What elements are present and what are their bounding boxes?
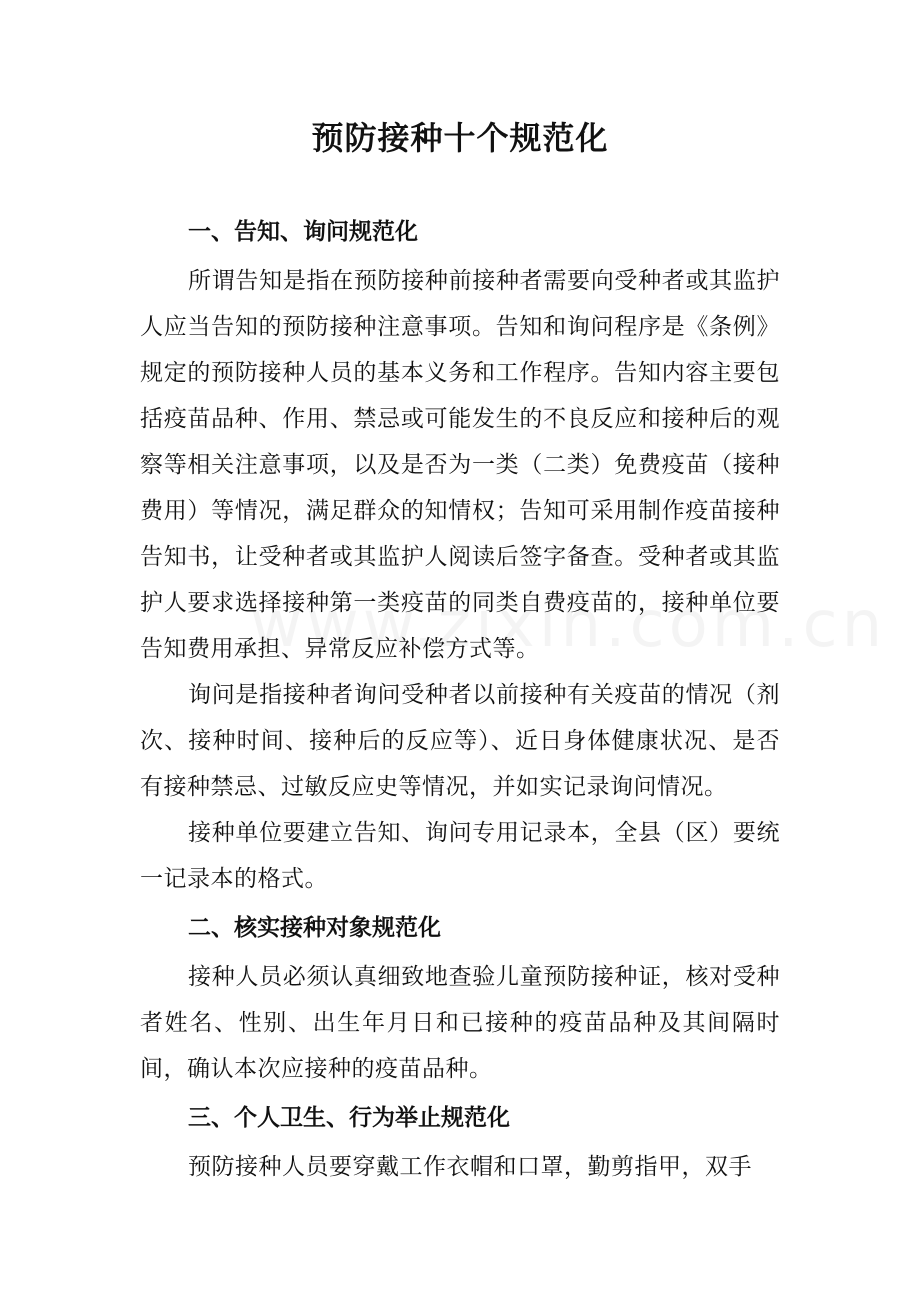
section-1 [140, 206, 780, 902]
paragraph: 预防接种人员要穿戴工作衣帽和口罩，勤剪指甲，双手 [188, 1154, 752, 1180]
section-2 [140, 902, 780, 1092]
paragraph: 所谓告知是指在预防接种前接种者需要向受种者或其监护人应当告知的预防接种注意事项。告知和询问程序是《条例》规定的预防接种人员的基本义务和工作程序。告知内容主要包括疫苗品种、作用、禁忌或可能发生的不良反应和接种后的观察等相关注意事项，以及是否为一类（二类）免费疫苗（接种费用）等情况，满足群众的知情权；告知可采用制作疫苗接种告知书，让受种者或其监护人阅读后签字备查。受种者或其监护人要求选择接种第一类疫苗的同类自费疫苗的，接种单位要告知费用承担、异常反应补偿方式等。 [140, 268, 780, 662]
section-heading: 三、个人卫生、行为举止规范化 [188, 1105, 510, 1131]
document-body [140, 206, 780, 1190]
paragraph: 接种人员必须认真细致地查验儿童预防接种证，核对受种者姓名、性别、出生年月日和已接种的疫苗品种及其间隔时间，确认本次应接种的疫苗品种。 [140, 964, 780, 1082]
section-3 [140, 1092, 780, 1190]
document-title: 预防接种十个规范化 [311, 119, 609, 157]
paragraph: 询问是指接种者询问受种者以前接种有关疫苗的情况（剂次、接种时间、接种后的反应等）、近日身体健康状况、是否有接种禁忌、过敏反应史等情况，并如实记录询问情况。 [140, 682, 780, 800]
section-heading: 一、告知、询问规范化 [188, 219, 418, 245]
section-heading: 二、核实接种对象规范化 [188, 915, 441, 941]
paragraph: 接种单位要建立告知、询问专用记录本，全县（区）要统一记录本的格式。 [140, 820, 780, 892]
